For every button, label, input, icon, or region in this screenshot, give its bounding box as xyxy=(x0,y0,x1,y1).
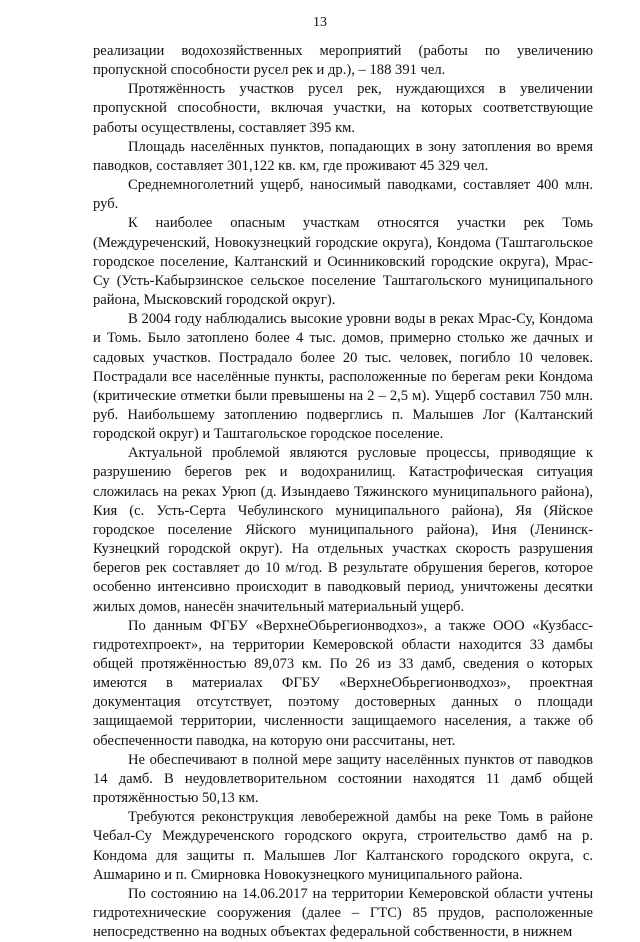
paragraph-reconstruction: Требуются реконструкция левобережной дамбы на реке Томь в районе Чебал-Су Междуреченского городского округа, строительство дамб на р. Кондома для защиты п. Малышев Лог Калтанского городского округа, с. Ашмарино и п. Смирновка Новокузнецкого муниципального района. xyxy=(93,809,593,883)
page-number: 13 xyxy=(313,15,327,30)
paragraph-dangerous-sections: К наиболее опасным участкам относятся участки рек Томь (Междуреченский, Новокузнецкий городские округа), Кондома (Таштагольское городское поселение, Калтанский и Осинниковский городские округа), Мрас-Су (Усть-Кабырзинское сельское поселение Таштагольского муниципального района, Мысковский городской округ). xyxy=(93,215,593,309)
paragraph-flood-area: Площадь населённых пунктов, попадающих в зону затопления во время паводков, составляет 301,122 кв. км, где проживают 45 329 чел. xyxy=(93,138,593,174)
paragraph-2004-flood: В 2004 году наблюдались высокие уровни воды в реках Мрас-Су, Кондома и Томь. Было затоплено более 4 тыс. домов, примерно столько же дачных и садовых участков. Пострадало более 20 тыс. человек, погибло 10 человек. Пострадали все населённые пункты, расположенные по берегам реки Кондома (критические отметки были превышены на 2 – 2,5 м). Ущерб составил 750 млн. руб. Наибольшему затоплению подверглись п. Малышев Лог (Калтанский городской округ) и Таштагольское городское поселение. xyxy=(93,311,593,443)
paragraph-continuation: реализации водохозяйственных мероприятий (работы по увеличению пропускной способности русел рек и др.), – 188 391 чел. xyxy=(93,43,593,79)
paragraph-dams-condition: Не обеспечивают в полной мере защиту населённых пунктов от паводков 14 дамб. В неудовлетворительном состоянии находятся 11 дамб общей протяжённостью 50,13 км. xyxy=(93,751,593,807)
paragraph-dams-data: По данным ФГБУ «ВерхнеОбьрегионводхоз», а также ООО «Кузбасс-гидротехпроект», на территории Кемеровской области находится 33 дамбы общей протяжённостью 89,073 км. По 26 из 33 дамб, сведения о которых имеются в материалах ФГБУ «ВерхнеОбьрегионводхоз», проектная документация отсутствует, поэтому достоверных данных о площади защищаемой территории, численности защищаемого населения, а также об обеспеченности паводка, на которую они рассчитаны, нет. xyxy=(93,617,593,749)
paragraph-river-sections: Протяжённость участков русел рек, нуждающихся в увеличении пропускной способности, включая участки, на которых соответствующие работы осуществлены, составляет 395 км. xyxy=(93,81,593,136)
paragraph-average-damage: Среднемноголетний ущерб, наносимый паводками, составляет 400 млн. руб. xyxy=(93,177,593,213)
document-body xyxy=(93,42,593,942)
paragraph-hydraulic-structures: По состоянию на 14.06.2017 на территории Кемеровской области учтены гидротехнические сооружения (далее – ГТС) 85 прудов, расположенные непосредственно на водных объектах федеральной собственности, в нижнем xyxy=(93,885,593,941)
paragraph-channel-processes: Актуальной проблемой являются русловые процессы, приводящие к разрушению берегов рек и водохранилищ. Катастрофическая ситуация сложилась на реках Урюп (д. Изындаево Тяжинского муниципального района), Кия (с. Усть-Серта Чебулинского муниципального района), Яя (Яйское городское поселение Яйского муниципального района), Иня (Ленинск-Кузнецкий городской округ). На отдельных участках скорость разрушения берегов рек составляет до 10 м/год. В результате обрушения берегов, которое особенно интенсивно происходит в паводковый период, уничтожены десятки жилых домов, нанесён значительный материальный ущерб. xyxy=(93,445,593,615)
